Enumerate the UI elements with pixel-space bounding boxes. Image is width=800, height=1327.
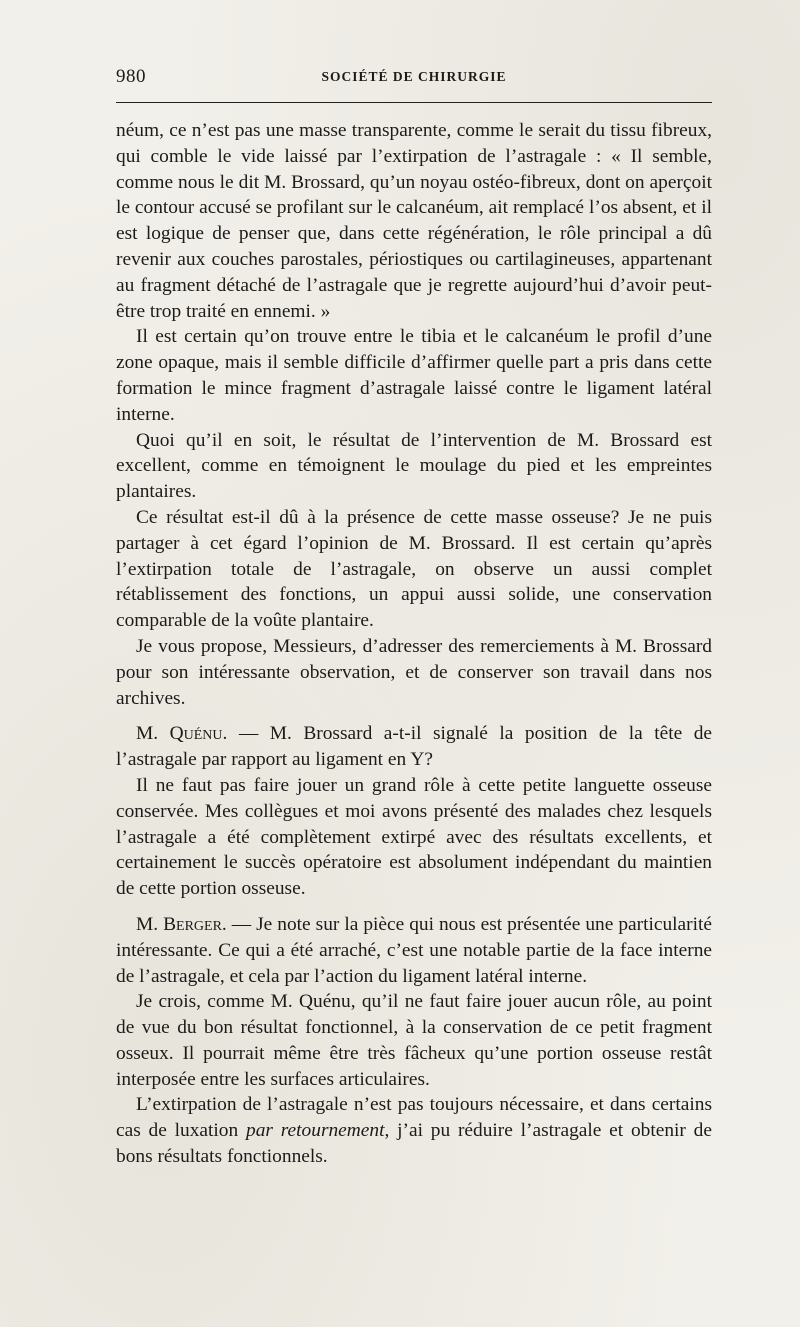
paragraph <box>116 773 712 902</box>
paragraph-text: Je vous propose, Messieurs, d’adresser des remerciements à M. Brossard pour son intéressante observation, et de conserver son travail dans nos archives. <box>116 635 712 709</box>
paragraph-text: Ce résultat est-il dû à la présence de cette masse osseuse? Je ne puis partager à cet égard l’opinion de M. Brossard. Il est certain qu’après l’extirpation totale de l’astragale, on observe un aussi complet rétablissement des fonctions, un appui aussi solide, une conservation comparable de la voûte plantaire. <box>116 506 712 632</box>
header-rule <box>116 102 712 103</box>
paragraph-text: Je crois, comme M. Quénu, qu’il ne faut faire jouer aucun rôle, au point de vue du bon résultat fonctionnel, à la conservation de ce petit fragment osseux. Il pourrait même être très fâcheux qu’une portion osseuse restât interposée entre les surfaces articulaires. <box>116 991 712 1090</box>
paragraph-text: Il est certain qu’on trouve entre le tibia et le calcanéum le profil d’une zone opaque, mais il semble difficile d’affirmer quelle part a pris dans cette formation le mince fragment d’astragale laissé contre le ligament latéral interne. <box>116 326 712 425</box>
italic-phrase: par retournement <box>246 1120 385 1142</box>
paragraph <box>116 324 712 427</box>
paragraph-text: Quoi qu’il en soit, le résultat de l’intervention de M. Brossard est excellent, comme en témoignent le moulage du pied et les empreintes plantaires. <box>116 429 712 503</box>
paragraph <box>116 428 712 505</box>
paragraph <box>116 912 712 989</box>
speaker-name: M. Berger. <box>136 913 227 935</box>
paragraph-text: L’extirpation de l’astragale n’est pas toujours nécessaire, et dans certains cas de luxation <box>116 1094 712 1142</box>
paragraph-text: , j’ai pu réduire l’astragale et obtenir de bons résultats fonctionnels. <box>116 1120 712 1168</box>
running-title: SOCIÉTÉ DE CHIRURGIE <box>321 69 507 84</box>
paragraph-text: — Je note sur la pièce qui nous est présentée une particularité intéressante. Ce qui a été arraché, c’est une notable partie de la face interne de l’astragale, et cela par l’action du ligament latéral interne. <box>116 913 712 987</box>
paragraph-text: néum, ce n’est pas une masse transparente, comme le serait du tissu fibreux, qui comble le vide laissé par l’extirpation de l’astragale : « Il semble, comme nous le dit M. Brossard, qu’un noyau ostéo-fibreux, dont on aperçoit le contour accusé se profilant sur le calcanéum, ait remplacé l’os absent, et il est logique de penser que, dans cette régénération, le rôle principal a dû revenir aux couches parostales, périostiques ou cartilagineuses, appartenant au fragment détaché de l’astragale que je regrette aujourd’hui d’avoir peut-être trop traité en ennemi. » <box>116 120 712 322</box>
paragraph <box>116 721 712 773</box>
page-header <box>116 66 712 96</box>
paragraph-text: Il ne faut pas faire jouer un grand rôle à cette petite languette osseuse conservée. Mes collègues et moi avons présenté des malades chez lesquels l’astragale a été complètement extirpé avec des résultats excellents, et certainement le succès opératoire est absolument indépendant du maintien de cette portion osseuse. <box>116 774 712 900</box>
paragraph <box>116 505 712 634</box>
speaker-name: M. Quénu. <box>136 723 228 745</box>
paragraph <box>116 989 712 1092</box>
paragraph-text: — M. Brossard a-t-il signalé la position de la tête de l’astragale par rapport au ligament en Y? <box>116 723 713 771</box>
body-text <box>116 118 712 1170</box>
paragraph <box>116 1092 712 1169</box>
page-number: 980 <box>116 66 146 87</box>
paragraph <box>116 634 712 711</box>
paragraph <box>116 118 712 324</box>
